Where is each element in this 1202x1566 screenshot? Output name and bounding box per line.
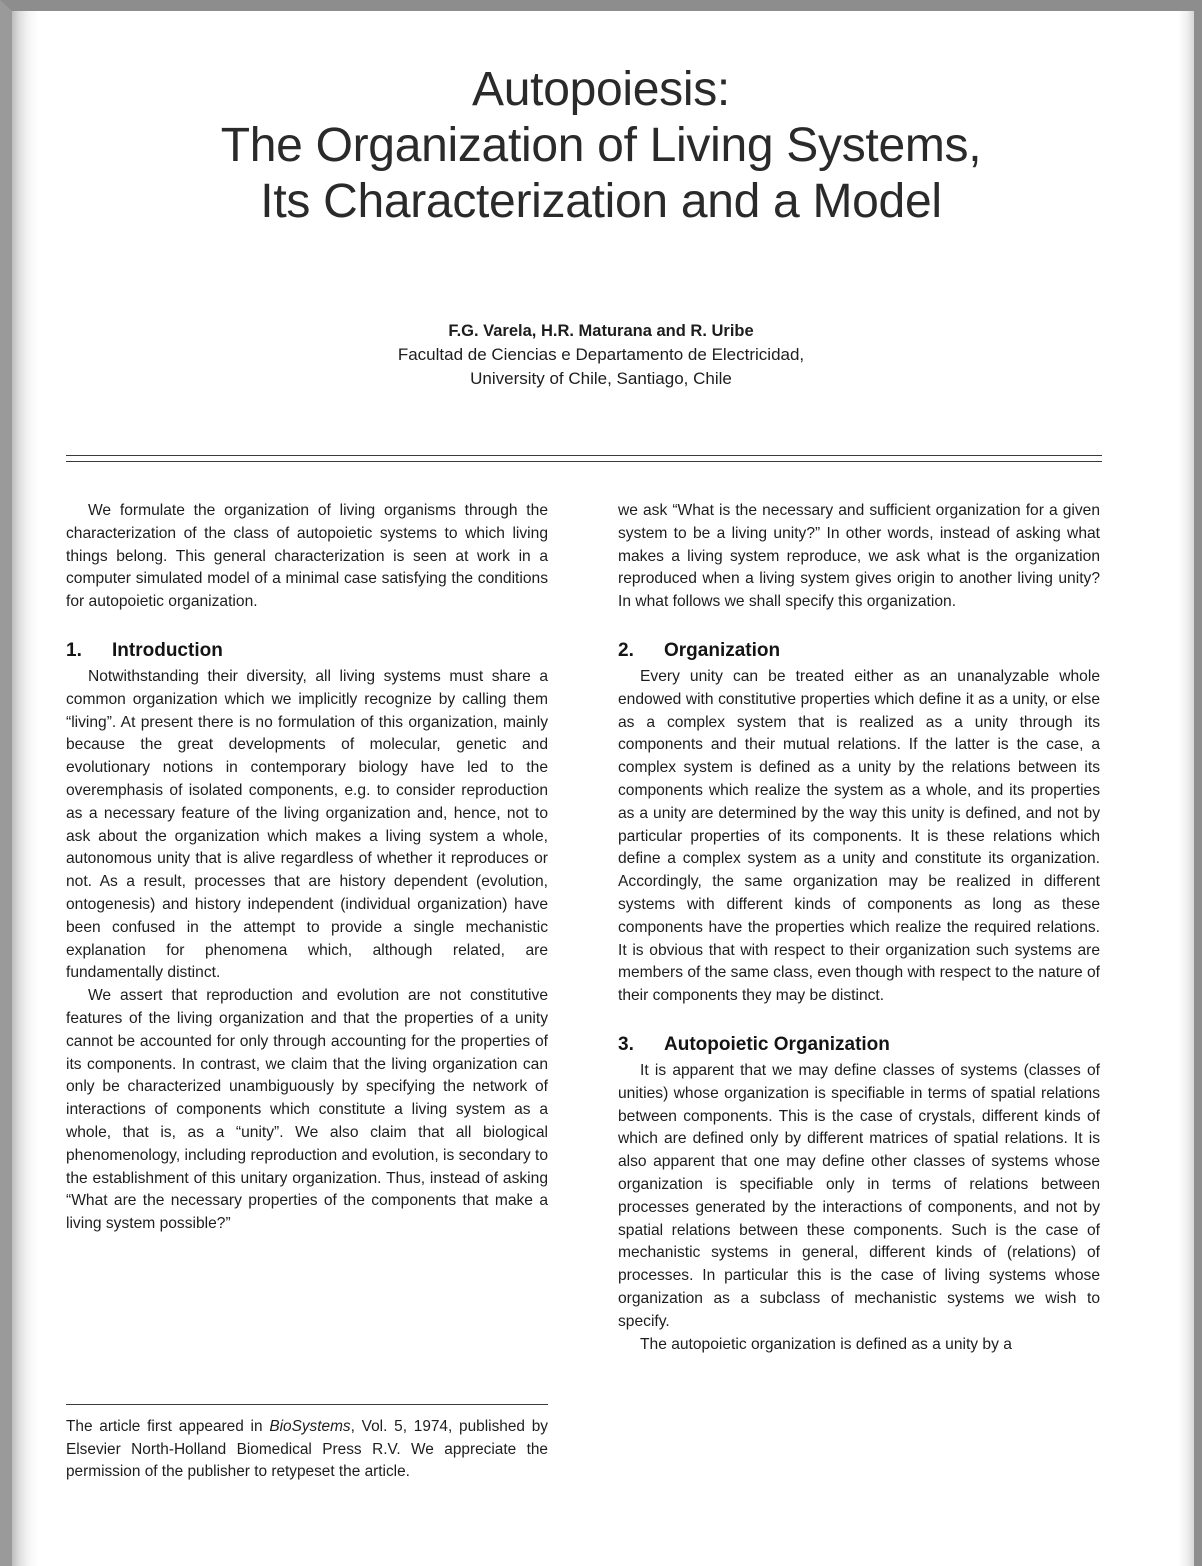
title-line-3: Its Characterization and a Model xyxy=(260,175,942,228)
intro-paragraph-2: We assert that reproduction and evolution are not constitutive features of the living organization and that the properties of a unity cannot be accounted for only through accounting for the properties of its components. In contrast, we claim that the living organization can only be characterized unambiguously by specifying the network of interactions of components which constitute a living system as a whole, that is, as a “unity”. We also claim that all biological phenomenology, including reproduction and evolution, is secondary to the establishment of this unitary organization. Thus, instead of asking “What are the necessary properties of the components that make a living system possible?” xyxy=(66,987,548,1233)
footnote xyxy=(66,1404,548,1484)
affiliation-line-2: University of Chile, Santiago, Chile xyxy=(470,369,732,388)
section-heading-introduction xyxy=(66,638,548,664)
column-right xyxy=(618,500,1100,1356)
author-names: F.G. Varela, H.R. Maturana and R. Uribe xyxy=(448,322,754,340)
footnote-part-2: , Vol. 5, 1974, published by Elsevier North-Holland Biomedical Press R.V. We appreciate the permission of the publisher to retypeset the article. xyxy=(66,1418,548,1481)
column-left xyxy=(66,500,548,1236)
organization-paragraph-1: Every unity can be treated either as an unanalyzable whole endowed with constitutive properties which define it as a unity, or else as a complex system that is realized as a unity through its components and their mutual relations. If the latter is the case, a complex system is defined as a unity by the relations between its components which realize the system as a whole, and its properties as a unity are determined by the way this unity is defined, and not by particular properties of its components. It is these relations which define a complex system as a unity and constitute its organization. Accordingly, the same organization may be realized in different systems with different kinds of components as long as these components have the properties which realize the required relations. It is obvious that with respect to their organization such systems are members of the same class, even though with respect to the nature of their components they may be distinct. xyxy=(618,667,1100,1005)
header-divider xyxy=(66,455,1102,463)
footnote-text xyxy=(66,1416,548,1484)
author-block xyxy=(60,320,1142,391)
autopoietic-paragraph-1: It is apparent that we may define classes of systems (classes of unities) whose organization is specifiable in terms of spatial relations between components. This is the case of crystals, different kinds of which are defined only by different matrices of spatial relations. It is also apparent that one may define other classes of systems whose organization is specifiable only in terms of relations between processes generated by the interactions of components, and not by spatial relations between these components. Such is the case of mechanistic systems in general, different kinds of (relations) of processes. In particular this is the case of living systems whose organization as a subclass of mechanistic systems we wish to specify. xyxy=(618,1061,1100,1330)
footnote-journal-name: BioSystems xyxy=(269,1418,351,1435)
section-heading-organization xyxy=(618,638,1100,664)
section-number-1: 1. xyxy=(66,639,82,661)
section-heading-autopoietic-organization xyxy=(618,1032,1100,1058)
autopoietic-paragraph-2: The autopoietic organization is defined as a unity by a xyxy=(640,1335,1012,1353)
section-number-2: 2. xyxy=(618,639,634,661)
affiliation-line-1: Facultad de Ciencias e Departamento de Electricidad, xyxy=(397,345,805,364)
section-title-2: Organization xyxy=(664,639,781,661)
divider-line-top xyxy=(66,455,1102,456)
title-line-1: Autopoiesis: xyxy=(472,63,730,116)
footnote-part-1: The article first appeared in xyxy=(66,1418,270,1435)
section-title-1: Introduction xyxy=(112,639,223,661)
divider-line-bottom xyxy=(66,461,1102,462)
abstract-right: we ask “What is the necessary and sufficient organization for a given system to be a living unity?” In other words, instead of asking what makes a living system reproduce, we ask what is the organization reproduced when a living system gives origin to another living unity? In what follows we shall specify this organization. xyxy=(618,502,1100,611)
abstract-left: We formulate the organization of living organisms through the characterization of the class of autopoietic systems to which living things belong. This general characterization is seen at work in a computer simulated model of a minimal case satisfying the conditions for autopoietic organization. xyxy=(66,502,548,611)
section-title-3: Autopoietic Organization xyxy=(664,1033,890,1055)
section-number-3: 3. xyxy=(618,1033,634,1055)
title-line-2: The Organization of Living Systems, xyxy=(220,119,982,172)
intro-paragraph-1: Notwithstanding their diversity, all living systems must share a common organization which we implicitly recognize by calling them “living”. At present there is no formulation of this organization, mainly because the great developments of molecular, genetic and evolutionary notions in contemporary biology have led to the overemphasis of isolated components, e.g. to consider reproduction as a necessary feature of the living organization and, hence, not to ask about the organization which makes a living system a whole, autonomous unity that is alive regardless of whether it reproduces or not. As a result, processes that are history dependent (evolution, ontogenesis) and history independent (individual organization) have been confused in the attempt to provide a single mechanistic explanation for phenomena which, although related, are fundamentally distinct. xyxy=(66,667,548,982)
footnote-divider xyxy=(66,1404,548,1405)
page-title xyxy=(60,62,1142,230)
